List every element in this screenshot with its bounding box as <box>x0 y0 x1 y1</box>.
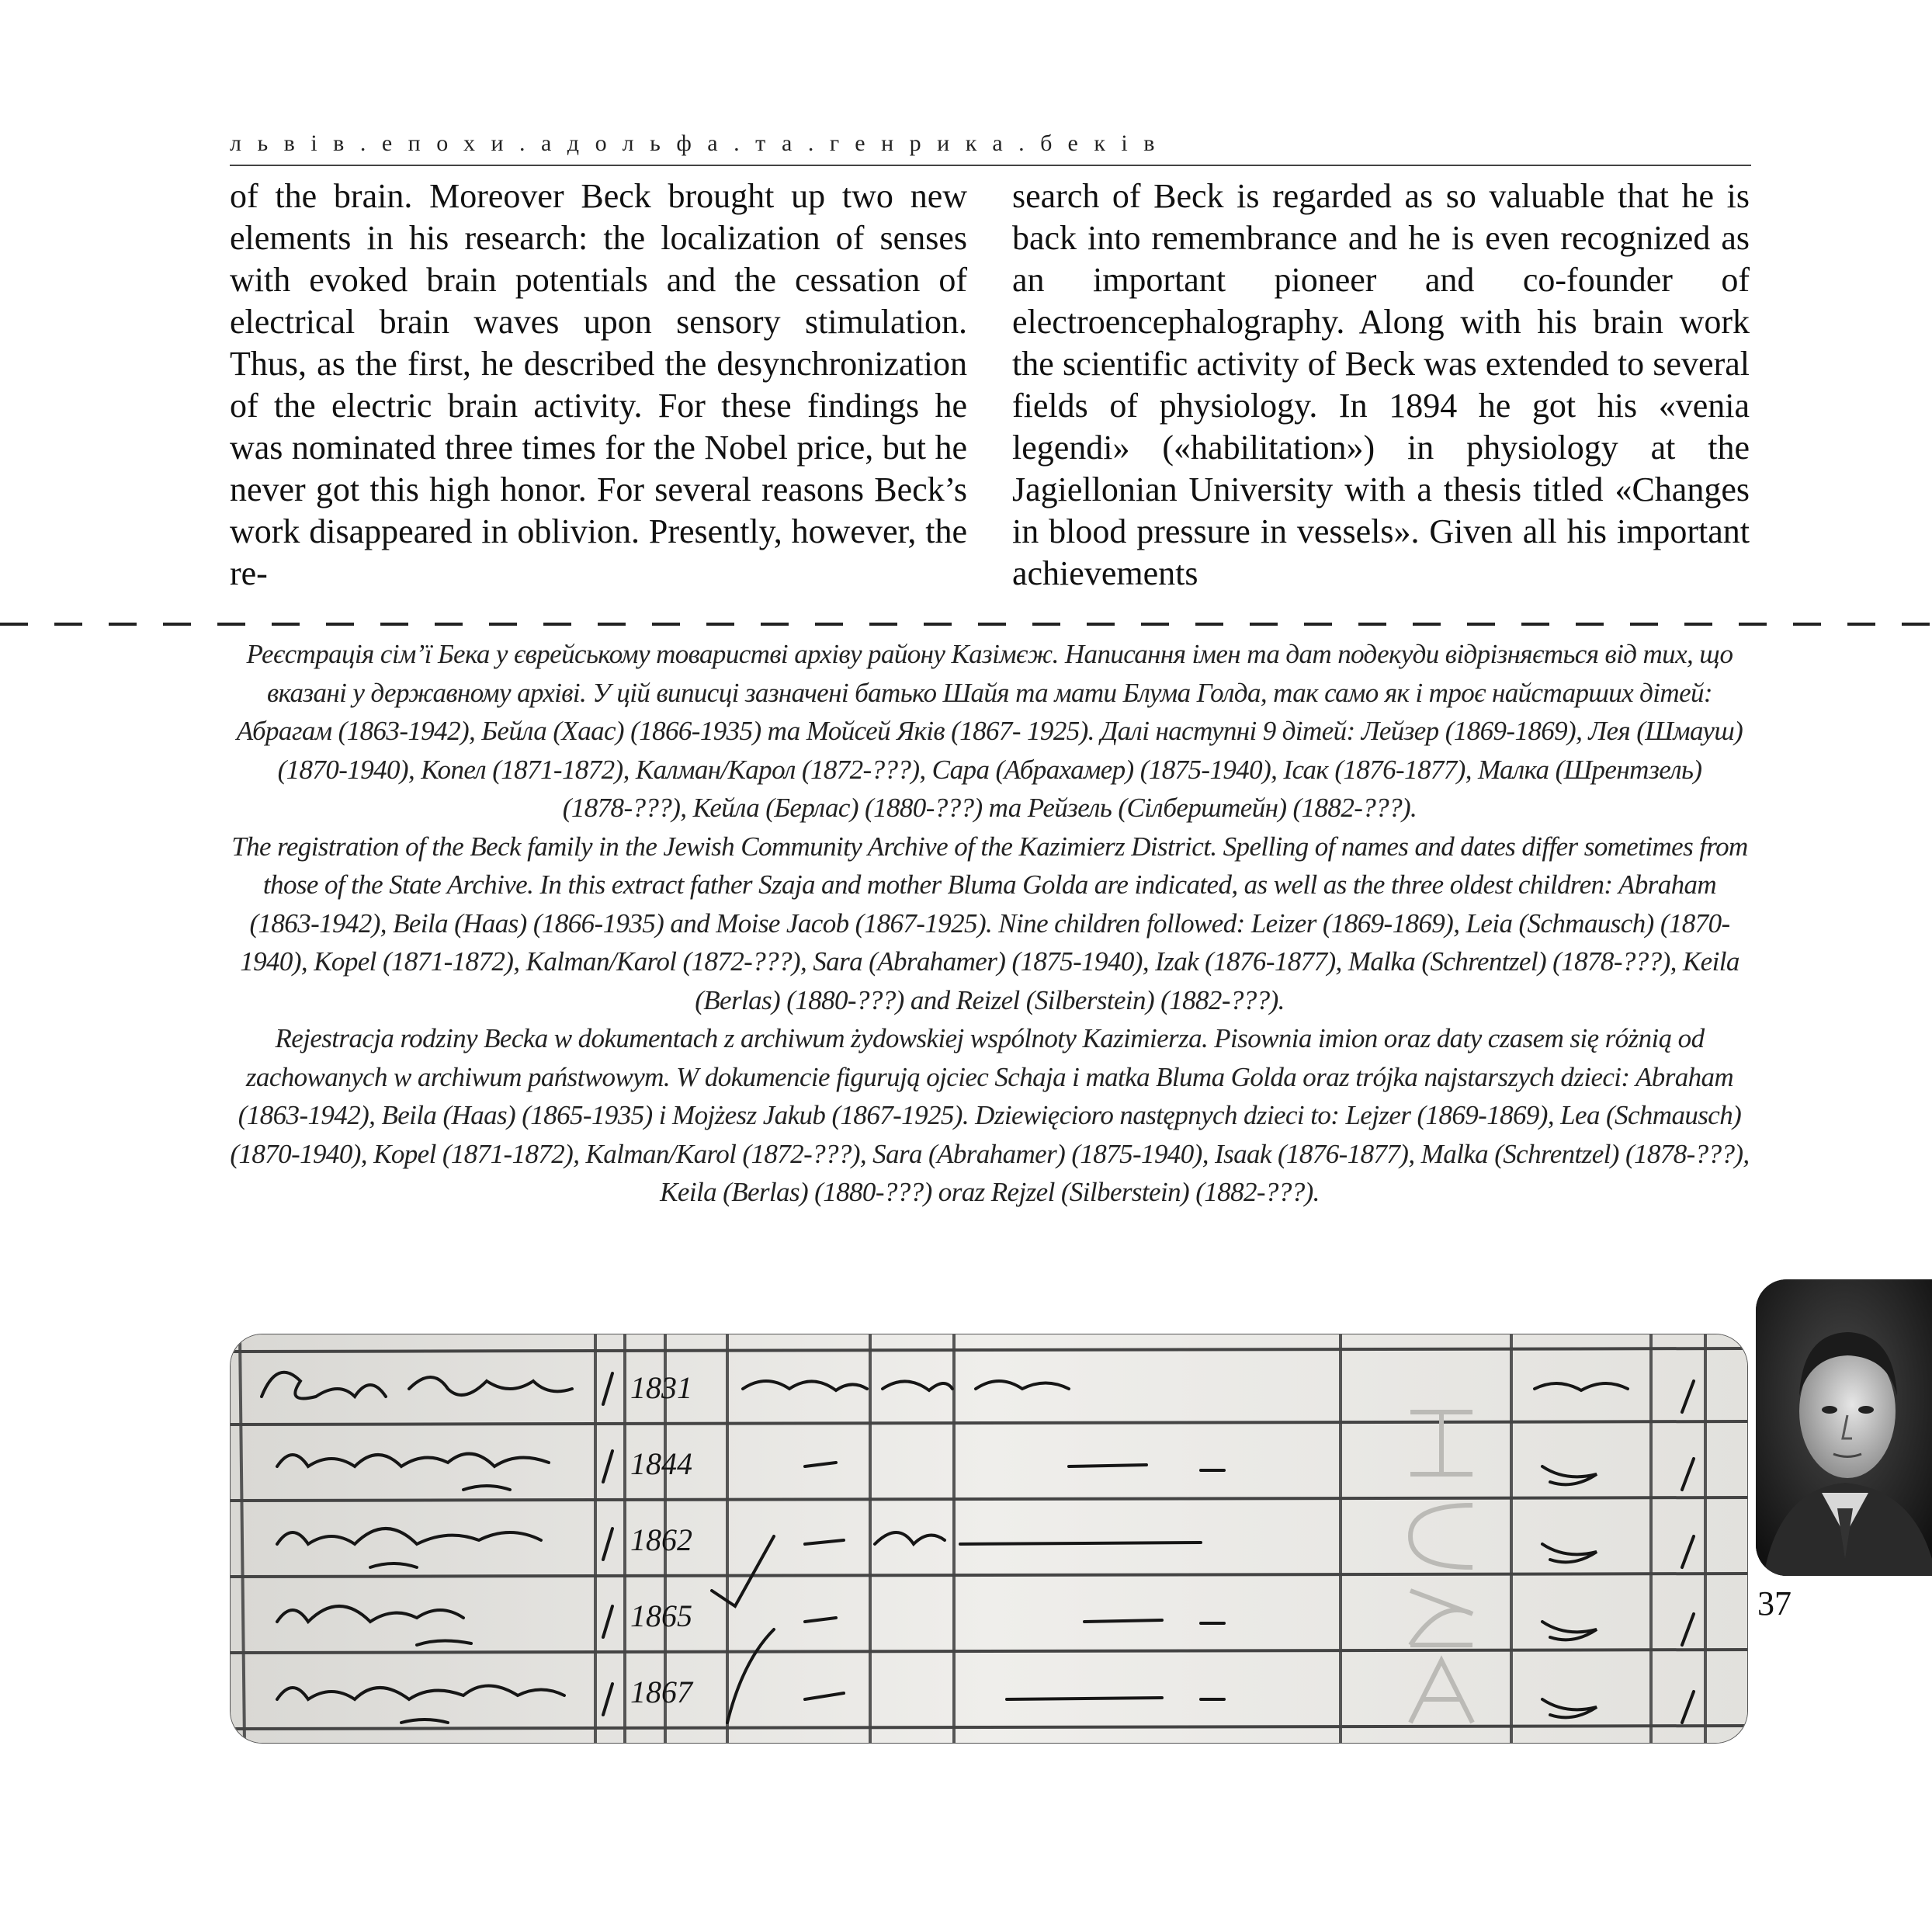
caption-ukrainian: Реєстрація сім’ї Бека у єврейському товаристві архіву району Казімєж. Написання імен та дат подекуди відрізняється від тих, що вказані у державному архіві. У цій виписці зазначені батько Шайя та мати Блума Голда, так само як і троє найстарших дітей: Абрагам (1863-1942), Бейла (Хаас) (1866-1935) та Мойсей Яків (1867- 1925). Далі наступні 9 дітей: Лейзер (1869-1869), Лея (Шмауш) (1870-1940), Копел (1871-1872), Калман/Карол (1872-???), Сара (Абрахамер) (1875-1940), Ісак (1876-1877), Малка (Шрентзель) (1878-???), Кейла (Берлас) (1880-???) та Рейзель (Сілберштейн) (1882-???). <box>236 639 1743 823</box>
portrait-photo <box>1756 1279 1932 1576</box>
caption-english: The registration of the Beck family in the Jewish Community Archive of the Kazimierz District. Spelling of names and dates differ sometimes from those of the State Archive. In this extract father Szaja and mother Bluma Golda are indicated, as well as the three oldest children: Abraham (1863-1942), Beila (Haas) (1866-1935) and Moise Jacob (1867-1925). Nine children followed: Leizer (1869-1869), Leia (Schmausch) (1870-1940), Kopel (1871-1872), Kalman/Karol (1872-???), Sara (Abrahamer) (1875-1940), Izak (1876-1877), Malka (Schrentzel) (1878-???), Keila (Berlas) (1880-???) and Reizel (Silberstein) (1882-???). <box>231 831 1748 1015</box>
svg-text:1844: 1844 <box>630 1446 692 1481</box>
figure-captions <box>225 635 1754 1212</box>
portrait-image <box>1756 1279 1932 1576</box>
caption-polish: Rejestracja rodziny Becka w dokumentach z archiwum żydowskiej wspólnoty Kazimierza. Pisownia imion oraz daty czasem się różnią od zachowanych w archiwum państwowym. W dokumencie figurują ojciec Schaja i matka Bluma Golda oraz trójka najstarszych dzieci: Abraham (1863-1942), Beila (Haas) (1865-1935) i Mojżesz Jakub (1867-1925). Dziewięcioro następnych dzieci to: Lejzer (1869-1869), Lea (Schmausch) (1870-1940), Kopel (1871-1872), Kalman/Karol (1872-???), Sara (Abrahamer) (1875-1940), Isaak (1876-1877), Malka (Schrentzel) (1878-???), Keila (Berlas) (1880-???) oraz Rejzel (Silberstein) (1882-???). <box>230 1023 1750 1207</box>
dashed-separator <box>0 623 1932 626</box>
archive-register-photo <box>230 1334 1748 1744</box>
page-number: 37 <box>1757 1584 1792 1622</box>
body-column-left: of the brain. Moreover Beck brought up two new elements in his research: the localization of senses with evoked brain potentials and the cessation of electrical brain waves upon sensory stimulation. Thus, as the first, he described the desynchronization of the electric brain activity. For these findings he was nominated three times for the Nobel price, but he never got this high honor. For several reasons Beck’s work disappeared in oblivion. Presently, however, the re- <box>230 177 967 592</box>
running-head: львів.епохи.адольфа.та.генрика.беків <box>230 130 1171 156</box>
svg-text:1867: 1867 <box>630 1674 692 1709</box>
header-rule <box>230 165 1751 166</box>
svg-text:1831: 1831 <box>630 1370 692 1405</box>
register-scan <box>231 1334 1747 1743</box>
svg-text:1865: 1865 <box>630 1598 692 1633</box>
body-column-right: search of Beck is regarded as so valuable that he is back into remembrance and he is even recognized as an important pioneer and co-founder of electroencephalography. Along with his brain work the scientific activity of Beck was extended to several fields of physiology. In 1894 he got his «venia legendi» («habilitation») in physiology at the Jagiellonian University with a thesis titled «Changes in blood pressure in vessels». Given all his important achievements <box>1012 177 1750 592</box>
svg-text:1862: 1862 <box>630 1522 692 1557</box>
